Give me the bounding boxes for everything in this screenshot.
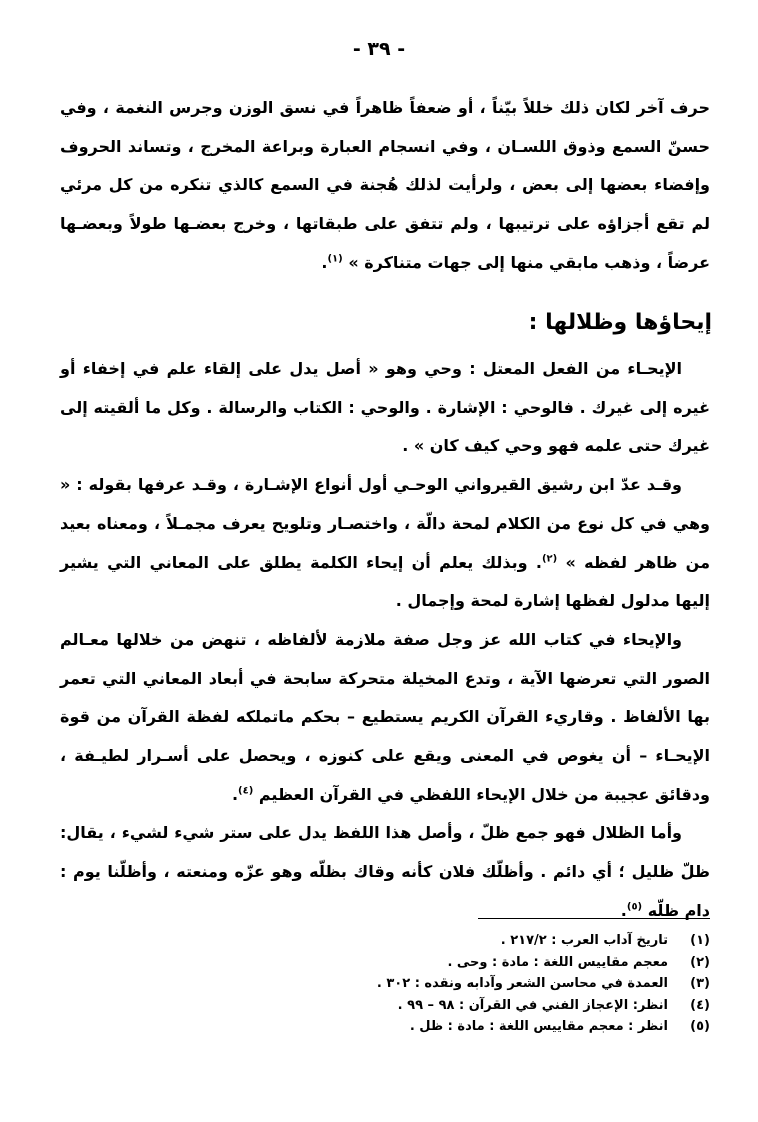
footnote-text: انظر: الإعجاز الفني في القرآن : ٩٨ – ٩٩ .	[397, 997, 668, 1013]
paragraph-ibn-rashiq	[60, 466, 710, 621]
paragraph-zilal-definition	[60, 814, 710, 930]
paragraph-text: .	[620, 900, 627, 920]
section-heading: إيحاؤها وظلالها :	[528, 310, 712, 335]
footnote-number: (١)	[690, 933, 710, 948]
footnote-number: (٥)	[690, 1019, 710, 1034]
footnote-text: تاريخ آداب العرب : ٢١٧/٢ .	[500, 933, 668, 948]
footnote-ref-1: (١)	[327, 253, 343, 265]
paragraph-end: .	[321, 252, 328, 272]
paragraph-quran-ihaa	[60, 621, 710, 815]
footnote-number: (٤)	[690, 997, 710, 1013]
footnote-item	[60, 995, 710, 1017]
page-number: - ٣٩ -	[352, 38, 406, 60]
footnote-number: (٢)	[690, 954, 710, 970]
footnote-number: (٣)	[690, 976, 710, 991]
footnote-text: انظر : معجم مقاييس اللغة : مادة : ظل .	[409, 1019, 668, 1034]
footnote-ref-3: (٢)	[541, 553, 558, 565]
paragraph-text: . وبذلك يعلم أن إيحاء الكلمة يطلق على المعاني التي يشير إليها مدلول لفظها إشارة لمحة وإجمال .	[60, 552, 710, 611]
paragraph-text: حرف آخر لكان ذلك خللاً بيّناً ، أو ضعفاً ظاهراً في نسق الوزن وجرس النغمة ، وفي حسنّ السمع وذوق اللسـان ، وفي انسجام العبارة وبراعة المخرج ، وتساند الحروف وإفضاء بعضها إلى بعض ، ولرأيت لذلك هُجنة في السمع كالذي تنكره من كل مرئي لم تقع أجزاؤه على ترتيبها ، ولم تتفق على طبقاتها ، وخرج بعضـها طولاً وبعضـها عرضاً ، وذهب مابقي منها إلى جهات متناكرة »	[60, 98, 710, 272]
footnote-text: معجم مقاييس اللغة : مادة : وحى .	[447, 954, 668, 970]
footnote-divider	[478, 918, 710, 919]
paragraph-text: .	[231, 784, 239, 804]
paragraph-text: والإيحاء في كتاب الله عز وجل صفة ملازمة لألفاظه ، تنهض من خلالها معـالم الصور التي تعرضها الآية ، وتدع المخيلة متحركة سابحة في أبعاد المعاني التي تعمر بها الألفاظ . وقاريء القرآن الكريم يستطيع – بحكم ماتملكه لفظة القرآن من قوة الإيحـاء – أن يغوص في المعنى ويقع على كنوزه ، ويحصل على أسـرار لطيـفة ، ودقائق عجيبة من خلال الإيحاء اللفظي في القرآن العظيم	[60, 629, 710, 804]
section-body	[60, 350, 710, 931]
paragraph-text: وأما الظلال فهو جمع ظلّ ، وأصل هذا اللفظ يدل على ستر شيء لشيء ، يقال: ظلّ ظليل ؛ أي دائم . وأظلّك فلان كأنه وقاك بظلّه وهو عزّه ومنعته ، وأظلّنا يوم : دام ظلّه	[60, 823, 710, 920]
footnote-item	[60, 973, 710, 995]
footnote-ref-4: (٤)	[238, 785, 254, 797]
quote-continuation	[60, 89, 710, 283]
footnote-item	[60, 930, 710, 952]
footnotes-list	[60, 930, 710, 1038]
paragraph-ihaa-definition	[60, 350, 710, 466]
footnote-item	[60, 1016, 710, 1038]
footnote-item	[60, 952, 710, 974]
footnote-text: العمدة في محاسن الشعر وآدابه ونقده : ٣٠٢ .	[376, 976, 668, 991]
paragraph-continuation	[60, 89, 710, 283]
paragraph-text: الإيحـاء من الفعل المعتل : وحي وهو « أصل يدل على إلقاء علم في إخفاء أو غيره إلى غيرك . فالوحي : الإشارة . والوحي : الكتاب والرسالة . وكل ما ألقيته إلى غيرك حتى علمه فهو وحي كيف كان » .	[60, 359, 710, 456]
footnote-ref-5: (٥)	[626, 901, 643, 913]
paragraph-text: وقـد عدّ ابن رشيق القيرواني الوحـي أول أنواع الإشـارة ، وقـد عرفها بقوله : « وهي في كل نوع من الكلام لمحة دالّة ، واختصـار وتلويح يعرف مجمـلاً ، ومعناه بعيد من ظاهر لفظه »	[60, 475, 710, 572]
